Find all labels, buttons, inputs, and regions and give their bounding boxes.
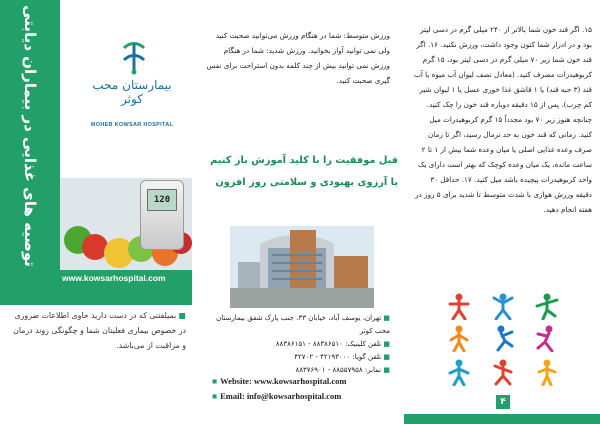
bullet-icon: ■ <box>383 353 390 361</box>
building-photo <box>230 226 374 308</box>
vertical-title-text: توصیه های غذایی در بیماران دیابتی <box>21 4 40 267</box>
logo-text-fa: بیمارستان محب کوثر <box>92 78 172 106</box>
bullet-icon: ■ <box>383 314 390 322</box>
right-panel <box>404 0 600 424</box>
address-block <box>214 312 390 377</box>
vertical-title <box>2 4 58 267</box>
sport-figure-icon <box>490 292 516 320</box>
phone-admin: تلفن گویا: ۴۲۱۹۳۰۰۰ - ۴۲۷۰۲ <box>294 353 382 361</box>
fax-number: نمابر: ۸۸۵۵۷۹۵۸ - ۸۸۳۷۶۹۰۱ <box>295 366 382 374</box>
left-panel <box>0 0 192 424</box>
bullet-icon: ■ <box>178 311 186 320</box>
fruit-photo <box>60 178 192 270</box>
exercise-paragraph: ورزش متوسط: شما در هنگام ورزش می‌توانید صحبت کنید ولی نمی توانید آواز بخوانید. ورزش شدید: شما در هنگام ورزش نمی توانید بیش از چند کلمه بدون استراحت برای نفس گیری صحبت کنید. <box>206 31 390 85</box>
phone-clinic: تلفن کلینیک: ۸۸۳۸۶۵۱۰ - ۸۸۳۸۶۱۵۱ <box>275 340 382 348</box>
intro-text: بمیلفتنی که در دست دارید حاوی اطلاعات ضروری در خصوص بیماری فعلیتان شما و چگونگی روند درمان و مراقبت از می‌باشد. <box>13 311 186 350</box>
footer-bar <box>404 414 600 424</box>
hospital-logo-icon <box>118 40 150 76</box>
page-number: ۴ <box>496 395 510 409</box>
email-line-text[interactable]: Email: info@kowsarhospital.com <box>220 391 342 401</box>
address-text: تهران، یوسف آباد، خیابان ۳۳، جنب پارک شفق بیمارستان محب کوثر <box>216 314 390 335</box>
website-url[interactable]: www.kowsarhospital.com <box>62 273 166 283</box>
middle-panel <box>192 0 404 424</box>
website-line-text[interactable]: Website: www.kowsarhospital.com <box>220 376 347 386</box>
email-line[interactable] <box>212 391 392 401</box>
sport-figure-icon <box>446 324 472 352</box>
sport-figure-icon <box>446 358 472 386</box>
sport-icons <box>444 292 564 388</box>
logo-text-en: MOHEB KOWSAR HOSPITAL <box>90 122 174 128</box>
sport-figure-icon <box>446 292 472 320</box>
glucose-meter-reading: 120 <box>147 189 177 211</box>
glucose-meter-icon <box>140 180 184 250</box>
website-line[interactable] <box>212 376 392 386</box>
sport-figure-icon <box>490 324 516 352</box>
bullet-icon: ■ <box>212 376 218 386</box>
bullet-icon: ■ <box>383 366 390 374</box>
sport-figure-icon <box>534 324 560 352</box>
bullet-icon: ■ <box>212 391 218 401</box>
bullet-icon: ■ <box>383 340 390 348</box>
sport-figure-icon <box>534 292 560 320</box>
sport-figure-icon <box>534 358 560 386</box>
closing-line-2: با آرزوی بهبودی و سلامتی روز افزون <box>215 177 398 188</box>
hospital-logo <box>78 40 186 140</box>
intro-paragraph <box>8 308 186 353</box>
closing-message <box>200 150 398 194</box>
closing-line-1: قبل موفقیت را با کلید آموزش باز کنیم <box>210 155 398 166</box>
tips-paragraph: ۱۵. اگر قند خون شما بالاتر از ۲۴۰ میلی گرم در دسی لیتر بود و در ادرار شما کتون وجود داشت، ورزش نکنید. ۱۶. اگر قند خون شما زیر ۷۰ میلی گرم در دسی لیتر بود، ۱۵ گرم کربوهیدرات مصرف کنید. (معادل نصف لیوان آب میوه یا آب قند (۳ حبه قند) یا ۱ قاشق غذا خوری عسل یا ۱ لیوان شیر کم چرب). پس از ۱۵ دقیقه دوباره قند خون را چک کنید. چنانچه هنوز زیر ۷۰ بود مجدداً ۱۵ گرم کربوهیدرات میل کنید. زمانی که قند خون به حد نرمال رسید، اگر تا زمان صرف وعده غذایی اصلی یا میان وعده شما بیش از ۱ تا ۲ ساعت مانده، یک میان وعده کوچک که بهتر است دارای یک واحد کربوهیدرات پیچیده باشد میل کنید. ۱۷. حداقل ۳۰ دقیقه ورزش هوازی با شدت متوسط تا شدید برای ۵ روز در هفته انجام دهید. <box>414 25 592 214</box>
sport-figure-icon <box>490 358 516 386</box>
